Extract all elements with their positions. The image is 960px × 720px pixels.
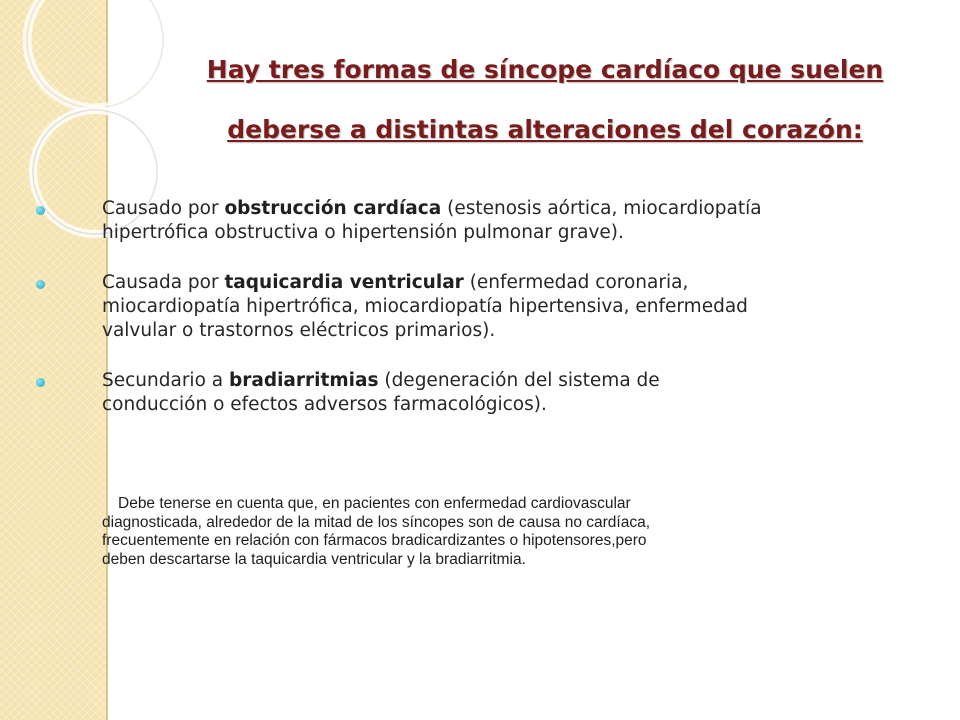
footnote-line: Debe tenerse en cuenta que, en pacientes con enfermedad cardiovascular	[118, 495, 631, 512]
bullet-item-obstruction	[34, 197, 924, 245]
bullet-dot-icon	[36, 378, 45, 387]
bullet-line	[102, 197, 924, 221]
footnote-line: frecuentemente en relación con fármacos bradicardizantes o hipotensores,pero	[102, 532, 647, 549]
bullet-line: conducción o efectos adversos farmacológicos).	[102, 394, 547, 415]
footnote-paragraph	[102, 495, 792, 569]
footnote-line: diagnosticada, alrededor de la mitad de los síncopes son de causa no cardíaca,	[102, 513, 651, 531]
bullet-text: (degeneración del sistema de	[378, 370, 660, 391]
bullet-prefix: Causada por	[102, 272, 225, 293]
bullet-emphasis: taquicardia ventricular	[224, 272, 464, 293]
bullet-text: (estenosis aórtica, miocardiopatía	[441, 198, 762, 219]
bullet-dot-icon	[36, 206, 45, 215]
bullet-item-bradyarrhythmia	[34, 369, 924, 417]
bullet-line: miocardiopatía hipertrófica, miocardiopatía hipertensiva, enfermedad	[102, 296, 748, 317]
bullet-line: hipertrófica obstructiva o hipertensión pulmonar grave).	[102, 222, 624, 243]
decorative-circle-large	[27, 0, 163, 108]
bullet-emphasis: obstrucción cardíaca	[224, 198, 442, 219]
bullet-line	[102, 271, 924, 295]
slide-title	[150, 40, 940, 160]
slide-title-line-1: Hay tres formas de síncope cardíaco que suelen	[206, 55, 884, 84]
bullet-emphasis: bradiarritmias	[229, 370, 379, 391]
bullet-list	[34, 197, 924, 417]
bullet-prefix: Secundario a	[102, 370, 229, 391]
slide-title-line-2: deberse a distintas alteraciones del corazón:	[227, 115, 863, 144]
bullet-line	[102, 369, 924, 393]
bullet-line: valvular o trastornos eléctricos primarios).	[102, 320, 496, 341]
bullet-prefix: Causado por	[102, 198, 225, 219]
bullet-dot-icon	[36, 280, 45, 289]
bullet-item-tachycardia	[34, 271, 924, 343]
footnote-line: deben descartarse la taquicardia ventricular y la bradiarritmia.	[102, 550, 526, 568]
bullet-text: (enfermedad coronaria,	[463, 272, 689, 293]
